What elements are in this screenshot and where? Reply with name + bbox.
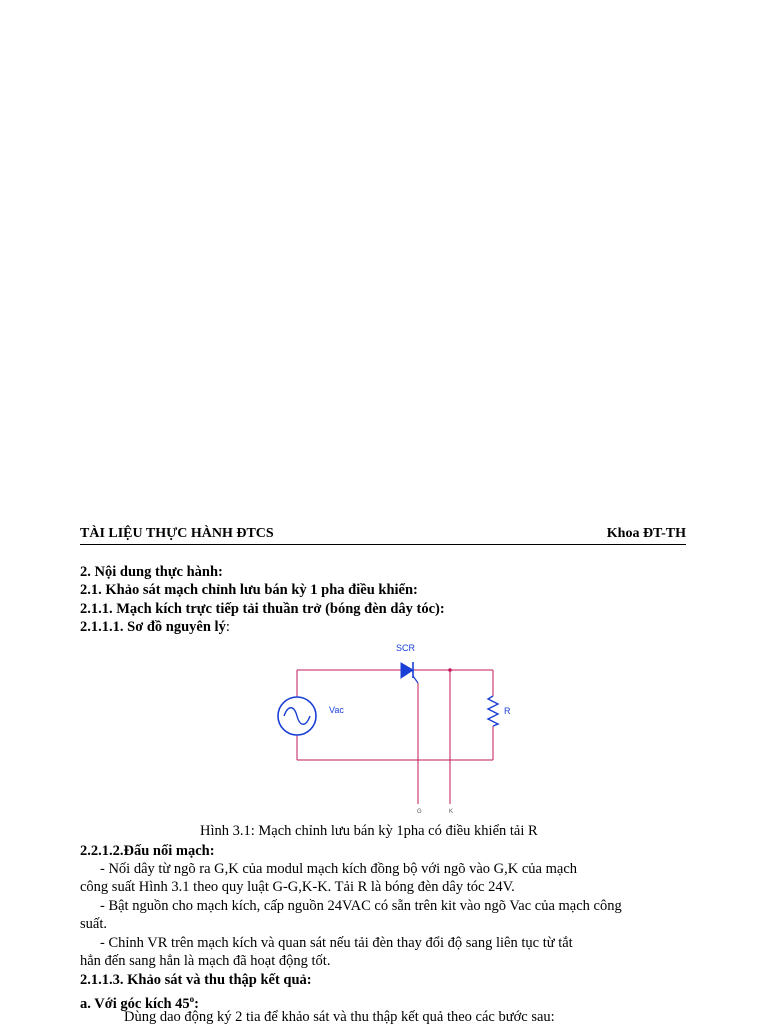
section-wiring-title: 2.2.1.2.Đấu nối mạch: bbox=[80, 843, 215, 859]
header-department: Khoa ĐT-TH bbox=[606, 526, 686, 541]
scr-gate-lead bbox=[413, 676, 418, 683]
junction-dot bbox=[448, 668, 452, 672]
header-title: TÀI LIỆU THỰC HÀNH ĐTCS bbox=[80, 526, 274, 541]
wiring-p1-line2: công suất Hình 3.1 theo quy luật G-G,K-K. Tải R là bóng đèn dây tóc 24V. bbox=[80, 879, 515, 895]
resistor-symbol bbox=[488, 696, 498, 726]
heading-2-1: 2.1. Khảo sát mạch chỉnh lưu bán kỳ 1 pha điều khiển: bbox=[80, 582, 418, 598]
heading-2-1-1-1-colon: : bbox=[225, 619, 230, 635]
heading-2-1-1-1-text: 2.1.1.1. Sơ đồ nguyên lý bbox=[80, 619, 226, 635]
survey-p1: Dùng dao động ký 2 tia để khảo sát và thu thập kết quả theo các bước sau: bbox=[124, 1009, 555, 1025]
figure-caption: Hình 3.1: Mạch chỉnh lưu bán kỳ 1pha có điều khiển tải R bbox=[200, 823, 538, 839]
sine-wave-icon bbox=[284, 708, 310, 725]
resistor-label: R bbox=[504, 706, 511, 716]
cathode-label: K bbox=[449, 809, 454, 815]
wiring-p2-line1: - Bật nguồn cho mạch kích, cấp nguồn 24VAC có sẵn trên kit vào ngõ Vac của mạch công bbox=[100, 898, 622, 914]
survey-sub-a-text: a. Với góc kích 45 bbox=[80, 995, 190, 1012]
wiring-p3-line1: - Chỉnh VR trên mạch kích và quan sát nếu tải đèn thay đổi độ sang liên tục từ tắt bbox=[100, 935, 573, 951]
page-header bbox=[80, 526, 686, 545]
scr-label: SCR bbox=[396, 643, 416, 653]
heading-2-1-1-1 bbox=[80, 618, 230, 636]
wiring-p3-line2: hẳn đến sang hẳn là mạch đã hoạt động tốt. bbox=[80, 953, 331, 969]
wiring-p1-line1: - Nối dây từ ngõ ra G,K của modul mạch kích đồng bộ với ngõ vào G,K của mạch bbox=[100, 861, 577, 877]
gate-label: G bbox=[417, 809, 422, 815]
degree-mark: o bbox=[189, 994, 195, 1004]
scr-symbol bbox=[401, 663, 413, 678]
heading-2: 2. Nội dung thực hành: bbox=[80, 564, 223, 580]
section-survey-title: 2.1.1.3. Khảo sát và thu thập kết quả: bbox=[80, 972, 312, 988]
circuit-diagram bbox=[262, 636, 522, 820]
vac-label: Vac bbox=[329, 705, 344, 715]
heading-2-1-1: 2.1.1. Mạch kích trực tiếp tải thuần trở (bóng đèn dây tóc): bbox=[80, 601, 445, 617]
wiring-p2-line2: suất. bbox=[80, 916, 107, 932]
survey-sub-a-colon: : bbox=[194, 995, 200, 1012]
